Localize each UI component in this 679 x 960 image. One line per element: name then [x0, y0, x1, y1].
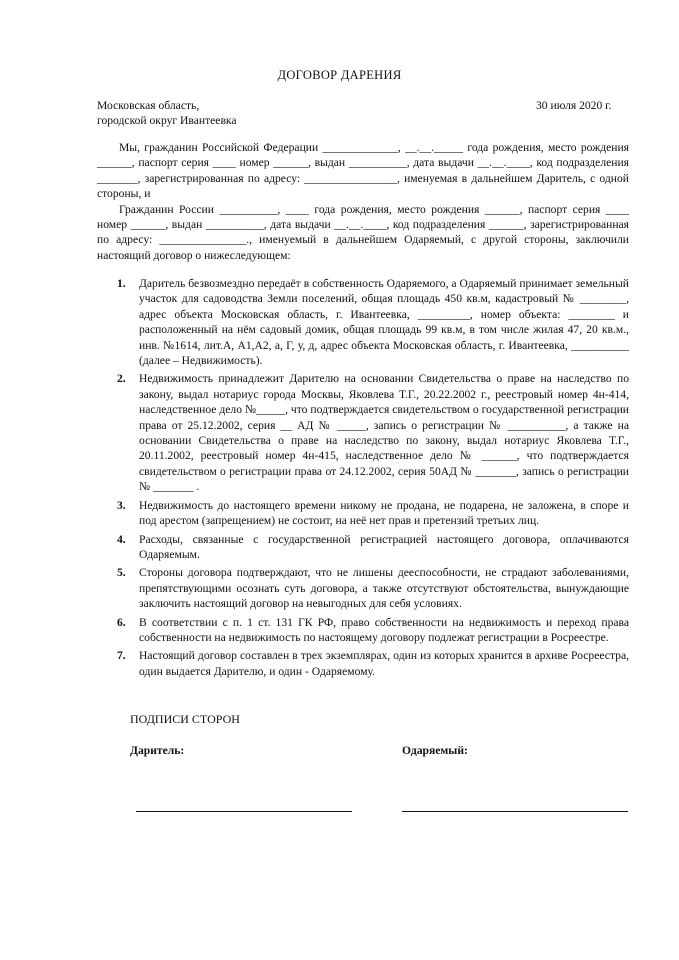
clause-text: Стороны договора подтверждают, что не лишены дееспособности, не страдают заболеваниями, препятствующими осознать суть договора, а также отсутствуют обстоятельства, вынуждающие заключить настоящий договор на невыгодных для себя условиях. — [139, 566, 629, 611]
clause-text: В соответствии с п. 1 ст. 131 ГК РФ, право собственности на недвижимость и переход права собственности на недвижимость по настоящему договору подлежат регистрации в Росреестре. — [139, 615, 629, 644]
giver-signature-line — [136, 811, 352, 812]
contract-date: 30 июля 2020 г. — [536, 99, 612, 112]
place-region: Московская область, — [97, 99, 200, 112]
clause-item — [97, 648, 629, 679]
clause-item — [97, 498, 629, 529]
clause-number: 4. — [117, 532, 126, 546]
clause-text: Недвижимость принадлежит Дарителю на основании Свидетельства о праве на наследство по закону, выдал нотариус города Москвы, Яковлева Т.Г., 20.22.2002 г., реестровый номер 4н-414, наследственное дело №_____, что подтверждается свидетельством о государственной регистрации права от 25.12.2002, серия __ АД № _____, запись о регистрации № __________, а также на основании Свидетельства о праве на наследство по закону, выдал нотариус Яковлева Т.Г., 20.11.2002, реестровый номер 4н-415, наследственное дело № ______, что подтверждается свидетельством о регистрации права от 24.12.2002, серия 50АД № _______, запись о регистрации № _______ . — [139, 372, 629, 494]
giver-label: Даритель: — [130, 744, 185, 757]
clause-item — [97, 276, 629, 368]
clause-number: 6. — [117, 615, 126, 629]
clause-number: 5. — [117, 566, 126, 580]
intro-paragraph-receiver: Гражданин России __________, ____ года рождения, место рождения ______, паспорт серия ____ номер ______, выдан __________, дата выдачи __.__.____, код подразделения ______, зарегистрированная по адресу: _______________., именуемый в дальнейшем Одаряемый, с другой стороны, заключили настоящий договор о нижеследующем: — [97, 202, 629, 262]
clause-item — [97, 371, 629, 494]
clause-text: Настоящий договор составлен в трех экземплярах, один из которых хранится в архиве Росреестра, один выдается Дарителю, и один - Одаряемому. — [139, 649, 629, 678]
signatures-heading: ПОДПИСИ СТОРОН — [130, 712, 240, 726]
clause-item — [97, 532, 629, 563]
receiver-signature-line — [402, 811, 628, 812]
clause-number: 1. — [117, 277, 126, 290]
clause-number: 2. — [117, 372, 126, 386]
intro-section — [97, 140, 629, 263]
place-district: городской округ Ивантеевка — [97, 114, 237, 128]
clause-item — [97, 565, 629, 611]
clauses-list — [97, 276, 629, 682]
clause-text: Недвижимость до настоящего времени никому не продана, не подарена, не заложена, в споре и под арестом (запрещением) не состоит, на неё нет прав и претензий третьих лиц. — [139, 498, 629, 528]
contract-place — [97, 98, 517, 129]
intro-paragraph-giver: Мы, гражданин Российской Федерации _____________, __.__._____ года рождения, место рождения ______, паспорт серия ____ номер ______, выдан __________, дата выдачи __.__.____, код подразделения _______, зарегистрированная по адресу: ________________, именуемая в дальнейшем Даритель, с одной стороны, и — [97, 141, 629, 201]
clause-text: Расходы, связанные с государственной регистрацией настоящего договора, оплачиваются Одаряемым. — [139, 532, 629, 561]
clause-item — [97, 615, 629, 646]
clause-number: 3. — [117, 498, 126, 512]
receiver-label: Одаряемый: — [402, 744, 468, 757]
document-title: ДОГОВОР ДАРЕНИЯ — [277, 68, 402, 82]
clause-text: Даритель безвозмездно передаёт в собственность Одаряемого, а Одаряемый принимает земельный участок для садоводства Земли поселений, общая площадь 450 кв.м, кадастровый № ________, адрес объекта Московская область, г. Ивантеевка, _________, номер объекта: ________ и расположенный на нём садовый домик, общая площадь 99 кв.м, в том числе жилая 47, 20 кв.м., инв. №1614, лит.А, А1,А2, а, Г, у, д, адрес объекта Московская область, г. Ивантеевка, __________ (далее – Недвижимость). — [139, 277, 629, 368]
clause-number: 7. — [117, 649, 126, 663]
